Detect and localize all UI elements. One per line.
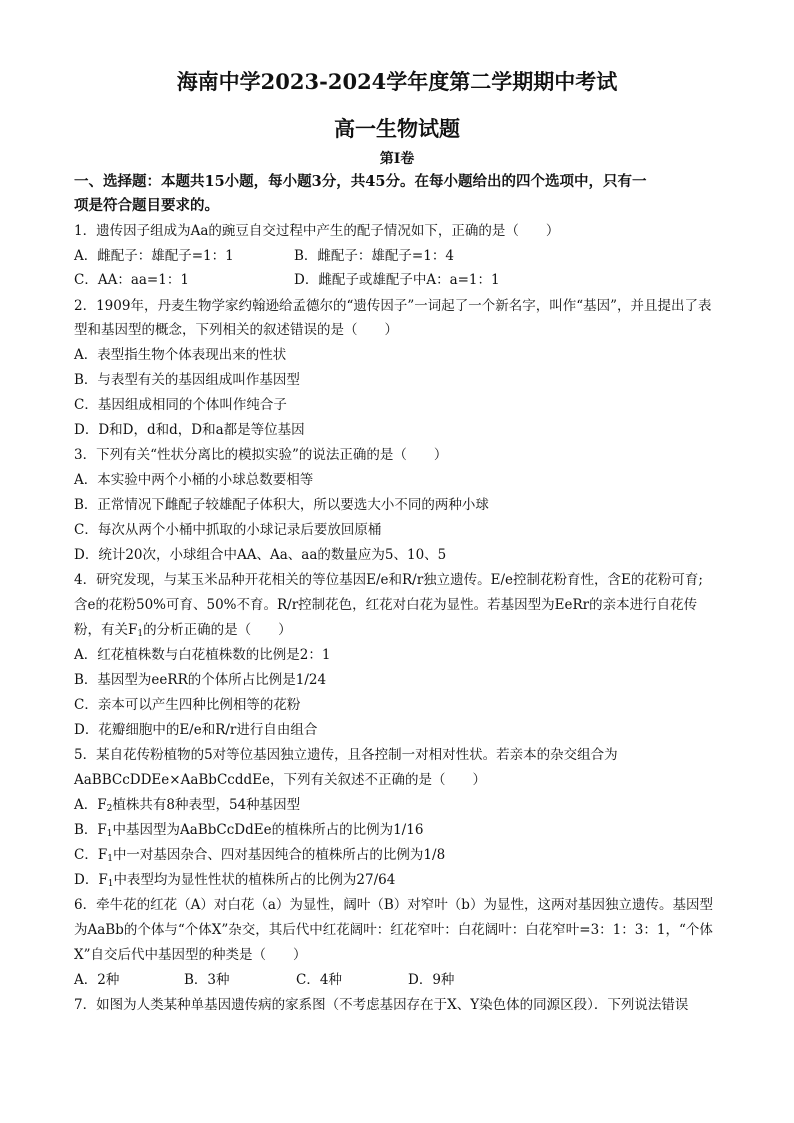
q6-option-b: B．3种: [184, 972, 230, 988]
q5-option-c-subscript: 1: [107, 854, 113, 864]
q1-option-c: C．AA：aa=1：1: [74, 272, 189, 288]
q6-stem-line-2: 为AaBb的个体与“个体X”杂交，其后代中红花阔叶：红花窄叶：白花阔叶：白花窄叶=3：1：3：1，“个体: [74, 922, 713, 938]
q5-option-a-prefix: A．F: [74, 797, 107, 813]
q2-option-a: A．表型指生物个体表现出来的性状: [74, 347, 287, 363]
section-instruction-line-1: 一、选择题：本题共15小题，每小题3分，共45分。在每小题给出的四个选项中，只有一: [74, 173, 647, 190]
q5-option-d-text: 中表型均为显性性状的植株所占的比例为27/64: [113, 872, 396, 888]
q4-stem-line-1: 4．研究发现，与某玉米品种开花相关的等位基因E/e和R/r独立遗传。E/e控制花粉育性，含E的花粉可育;: [74, 572, 703, 588]
q5-option-b: [74, 818, 734, 842]
q5-option-c-text: 中一对基因杂合、四对基因纯合的植株所占的比例为1/8: [112, 847, 446, 863]
q5-stem-line-1: 5．某自花传粉植物的5对等位基因独立遗传，且各控制一对相对性状。若亲本的杂交组合为: [74, 747, 618, 763]
q6-stem-line-1: 6．牵牛花的红花（A）对白花（a）为显性，阔叶（B）对窄叶（b）为显性，这两对基因独立遗传。基因型: [74, 897, 713, 913]
q5-option-d: [74, 868, 734, 892]
q3-option-c: C．每次从两个小桶中抓取的小球记录后要放回原桶: [74, 522, 382, 538]
q7-stem-line-1: 7．如图为人类某种单基因遗传病的家系图（不考虑基因存在于X、Y染色体的同源区段）．下列说法错误: [74, 997, 689, 1013]
q6-option-a: A．2种: [74, 972, 120, 988]
q5-option-b-subscript: 1: [106, 829, 113, 839]
q5-option-a-text: 植株共有8种表型，54种基因型: [112, 797, 301, 813]
q5-option-b-prefix: B．F: [74, 822, 107, 838]
q3-stem: 3．下列有关“性状分离比的模拟实验”的说法正确的是（ ）: [74, 447, 448, 463]
q5-option-d-subscript: 1: [107, 879, 114, 889]
q4-stem-subscript: 1: [137, 629, 144, 639]
q4-option-a: A．红花植株数与白花植株数的比例是2：1: [74, 647, 331, 663]
q2-option-c: C．基因组成相同的个体叫作纯合子: [74, 397, 287, 413]
exam-title: 海南中学2023-2024学年度第二学期期中考试: [176, 69, 618, 94]
q3-option-a: A．本实验中两个小桶的小球总数要相等: [74, 472, 314, 488]
q1-stem: 1．遗传因子组成为Aa的豌豆自交过程中产生的配子情况如下，正确的是（ ）: [74, 223, 560, 239]
q2-option-d: D．D和D，d和d，D和a都是等位基因: [74, 422, 305, 438]
q4-stem-line-2: 含e的花粉50%可育、50%不育。R/r控制花色，红花对白花为显性。若基因型为EeRr的亲本进行自花传: [74, 597, 698, 613]
q3-option-b: B．正常情况下雌配子较雄配子体积大，所以要选大小不同的两种小球: [74, 497, 489, 513]
q1-option-b: B．雌配子：雄配子=1：4: [294, 248, 454, 264]
q5-option-b-text: 中基因型为AaBbCcDdEe的植株所占的比例为1/16: [112, 822, 424, 838]
q3-option-d: D．统计20次，小球组合中AA、Aa、aa的数量应为5、10、5: [74, 547, 447, 563]
q4-stem-part-2: 的分析正确的是（ ）: [143, 622, 292, 638]
q4-option-d: D．花瓣细胞中的E/e和R/r进行自由组合: [74, 722, 318, 738]
q5-option-d-prefix: D．F: [74, 872, 108, 888]
section-instruction-line-2: 项是符合题目要求的。: [74, 197, 219, 214]
exam-subtitle: 高一生物试题: [334, 116, 460, 141]
part-heading: 第Ⅰ卷: [379, 151, 415, 167]
q5-option-a: [74, 793, 734, 817]
q6-stem-line-3: X”自交后代中基因型的种类是（ ）: [74, 947, 307, 963]
q6-option-c: C．4种: [296, 972, 342, 988]
q5-option-c-prefix: C．F: [74, 847, 108, 863]
q1-option-a: A．雌配子：雄配子=1：1: [74, 248, 234, 264]
q5-option-c: [74, 843, 734, 867]
q4-option-c: C．亲本可以产生四种比例相等的花粉: [74, 697, 301, 713]
q4-stem-part-1: 粉，有关F: [74, 622, 138, 638]
q4-stem-line-3: [74, 618, 734, 642]
q2-stem-line-2: 型和基因型的概念，下列相关的叙述错误的是（ ）: [74, 322, 398, 338]
q4-option-b: B．基因型为eeRR的个体所占比例是1/24: [74, 672, 327, 688]
q5-option-a-subscript: 2: [106, 804, 113, 814]
q1-option-d: D．雌配子或雄配子中A：a=1：1: [294, 272, 500, 288]
q2-option-b: B．与表型有关的基因组成叫作基因型: [74, 372, 300, 388]
q5-stem-line-2: AaBBCcDDEe×AaBbCcddEe，下列有关叙述不正确的是（ ）: [74, 772, 486, 788]
q6-option-d: D．9种: [408, 972, 455, 988]
q2-stem-line-1: 2．1909年，丹麦生物学家约翰逊给孟德尔的“遗传因子”一词起了一个新名字，叫作“基因”，并且提出了表: [74, 298, 712, 314]
